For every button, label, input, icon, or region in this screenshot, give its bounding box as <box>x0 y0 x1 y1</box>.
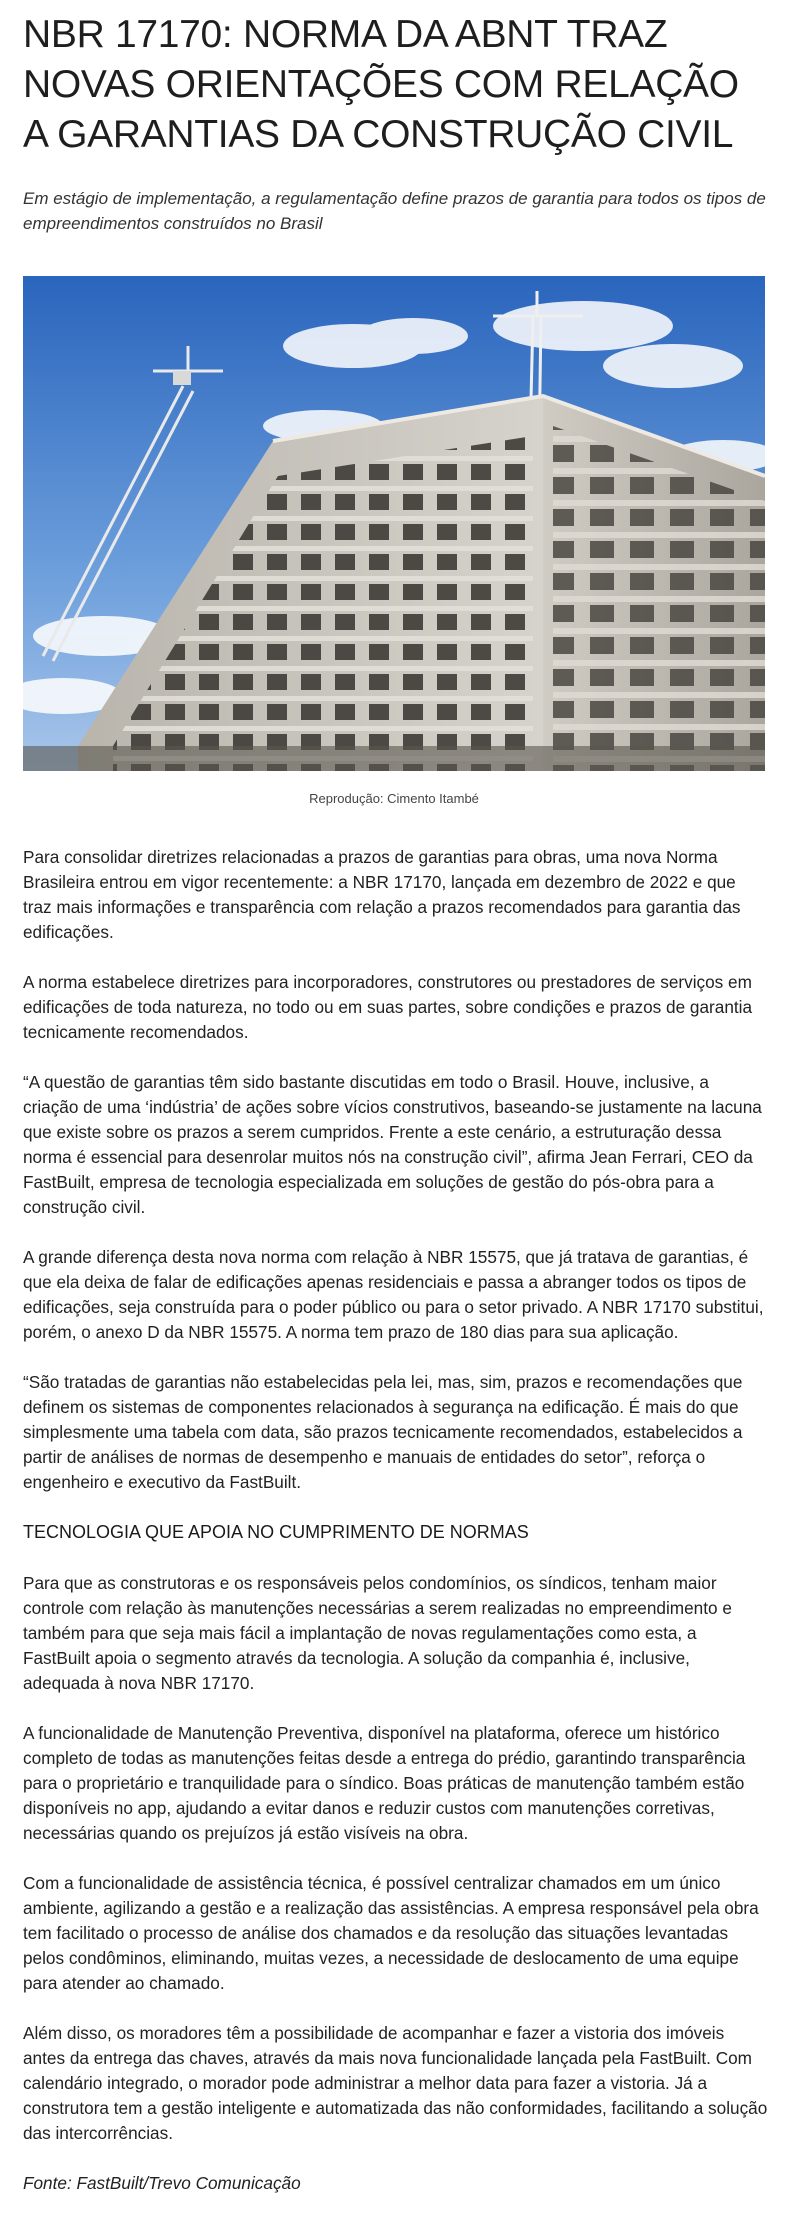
building-construction-illustration <box>23 276 765 771</box>
source-credit: Fonte: FastBuilt/Trevo Comunicação <box>23 2173 301 2193</box>
paragraph: “A questão de garantias têm sido bastante discutidas em todo o Brasil. Houve, inclusive, a criação de uma ‘indústria’ de ações sobre vícios construtivos, baseando-se justamente na lacuna que existe sobre os prazos a serem cumpridos. Frente a este cenário, a estruturação dessa norma é essencial para desenrolar muitos nós na construção civil”, afirma Jean Ferrari, CEO da FastBuilt, empresa de tecnologia especializada em soluções de gestão do pós-obra para a construção civil. <box>23 1072 762 1217</box>
paragraph: Com a funcionalidade de assistência técnica, é possível centralizar chamados em um único ambiente, agilizando a gestão e a realização das assistências. A empresa responsável pela obra tem facilitado o processo de análise dos chamados e da resolução das situações levantadas pelos condôminos, eliminando, muitas vezes, a necessidade de deslocamento de uma equipe para atender ao chamado. <box>23 1873 759 1993</box>
crane-cab <box>173 371 191 385</box>
hero-image <box>23 276 765 771</box>
paragraph: A grande diferença desta nova norma com relação à NBR 15575, que já tratava de garantias, é que ela deixa de falar de edificações apenas residenciais e passa a abranger todos os tipos de edificações, seja construída para o poder público ou para o setor privado. A NBR 17170 substitui, porém, o anexo D da NBR 15575. A norma tem prazo de 180 dias para sua aplicação. <box>23 1247 764 1342</box>
paragraph: Para consolidar diretrizes relacionadas a prazos de garantias para obras, uma nova Norma Brasileira entrou em vigor recentemente: a NBR 17170, lançada em dezembro de 2022 e que traz mais informações e transparência com relação a prazos recomendados para garantia das edificações. <box>23 847 741 942</box>
article-subtitle: Em estágio de implementação, a regulamentação define prazos de garantia para todos os tipos de empreendimentos construídos no Brasil <box>23 189 766 233</box>
image-caption: Reprodução: Cimento Itambé <box>309 791 479 806</box>
paragraph: “São tratadas de garantias não estabelecidas pela lei, mas, sim, prazos e recomendações que definem os sistemas de componentes relacionados à segurança na edificação. É mais do que simplesmente uma tabela com data, são prazos tecnicamente recomendados, estabelecidos a partir de análises de normas de desempenho e manuais de entidades do setor”, reforça o engenheiro e executivo da FastBuilt. <box>23 1372 743 1492</box>
paragraph: Além disso, os moradores têm a possibilidade de acompanhar e fazer a vistoria dos imóveis antes da entrega das chaves, através da mais nova funcionalidade lançada pela FastBuilt. Com calendário integrado, o morador pode administrar a melhor data para fazer a vistoria. Já a construtora tem a gestão inteligente e automatizada das não conformidades, facilitando a solução das intercorrências. <box>23 2023 768 2143</box>
article-body <box>23 845 768 2221</box>
paragraph: A norma estabelece diretrizes para incorporadores, construtores ou prestadores de serviços em edificações de toda natureza, no todo ou em suas partes, sobre condições e prazos de garantia tecnicamente recomendados. <box>23 972 753 1042</box>
paragraph: Para que as construtoras e os responsáveis pelos condomínios, os síndicos, tenham maior controle com relação às manutenções necessárias a serem realizadas no empreendimento e também para que seja mais fácil a implantação de novas regulamentações como esta, a FastBuilt apoia o segmento através da tecnologia. A solução da companhia é, inclusive, adequada à nova NBR 17170. <box>23 1573 732 1693</box>
section-heading: TECNOLOGIA QUE APOIA NO CUMPRIMENTO DE NORMAS <box>23 1522 529 1542</box>
paragraph: A funcionalidade de Manutenção Preventiva, disponível na plataforma, oferece um histórico completo de todas as manutenções feitas desde a entrega do prédio, garantindo transparência para o proprietário e tranquilidade para o síndico. Boas práticas de manutenção também estão disponíveis no app, ajudando a evitar danos e reduzir custos com manutenções corretivas, necessárias quando os prejuízos já estão visíveis na obra. <box>23 1723 746 1843</box>
article-title: NBR 17170: NORMA DA ABNT TRAZ NOVAS ORIENTAÇÕES COM RELAÇÃO A GARANTIAS DA CONSTRUÇÃO CIVIL <box>23 13 739 156</box>
